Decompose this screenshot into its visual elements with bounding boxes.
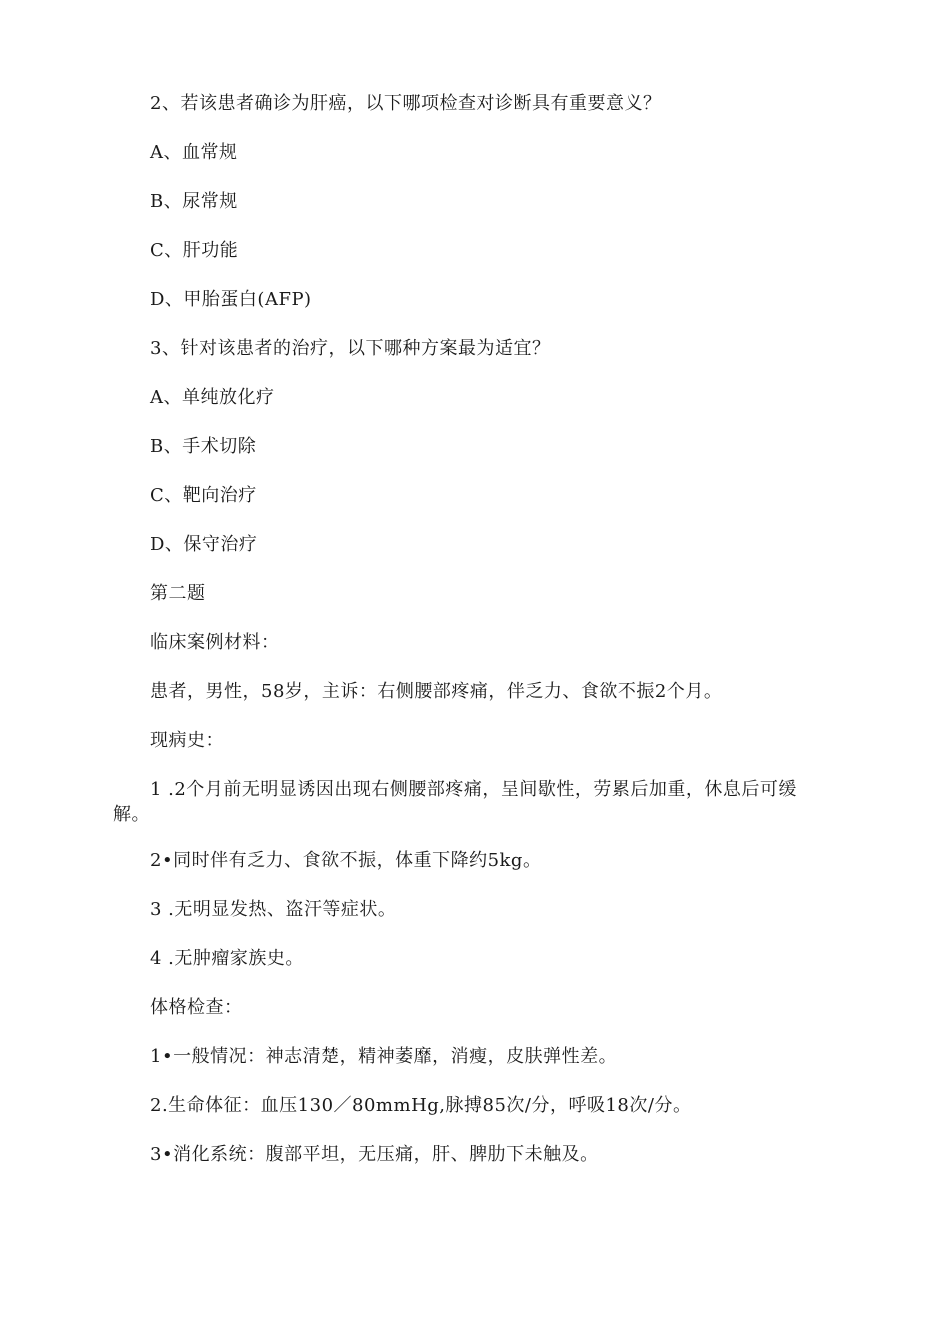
history-item-2: 2•同时伴有乏力、食欲不振，体重下降约5kg。: [150, 850, 542, 871]
question-3-stem: 3、针对该患者的治疗，以下哪种方案最为适宜？: [150, 338, 551, 359]
exam-item-1: 1•一般情况：神志清楚，精神萎靡，消瘦，皮肤弹性差。: [150, 1046, 618, 1067]
question-2-option-c: C、肝功能: [150, 240, 239, 261]
history-item-1-line-2: 解。: [113, 804, 150, 825]
case-material-heading: 临床案例材料：: [150, 632, 280, 653]
question-3-option-a: A、单纯放化疗: [150, 387, 275, 408]
present-history-heading: 现病史：: [150, 730, 224, 751]
question-3-option-d: D、保守治疗: [150, 534, 258, 555]
question-3-option-b: B、手术切除: [150, 436, 257, 457]
history-item-1-line-1: 1 .2个月前无明显诱因出现右侧腰部疼痛，呈间歇性，劳累后加重，休息后可缓: [150, 779, 797, 800]
question-2-stem: 2、若该患者确诊为肝癌，以下哪项检查对诊断具有重要意义？: [150, 93, 662, 114]
exam-item-2: 2.生命体征：血压130／80mmHg,脉搏85次/分，呼吸18次/分。: [150, 1095, 692, 1116]
history-item-3: 3 .无明显发热、盗汗等症状。: [150, 899, 397, 920]
chief-complaint: 患者，男性，58岁，主诉：右侧腰部疼痛，伴乏力、食欲不振2个月。: [150, 681, 723, 702]
question-2-option-d: D、甲胎蛋白(AFP): [150, 289, 312, 310]
question-3-option-c: C、靶向治疗: [150, 485, 257, 506]
physical-exam-heading: 体格检查：: [150, 997, 243, 1018]
question-2-option-b: B、尿常规: [150, 191, 238, 212]
exam-item-3: 3•消化系统：腹部平坦，无压痛，肝、脾肋下未触及。: [150, 1144, 599, 1165]
history-item-4: 4 .无肿瘤家族史。: [150, 948, 304, 969]
section-2-title: 第二题: [150, 583, 206, 604]
question-2-option-a: A、血常规: [150, 142, 238, 163]
history-item-1: [113, 777, 833, 827]
